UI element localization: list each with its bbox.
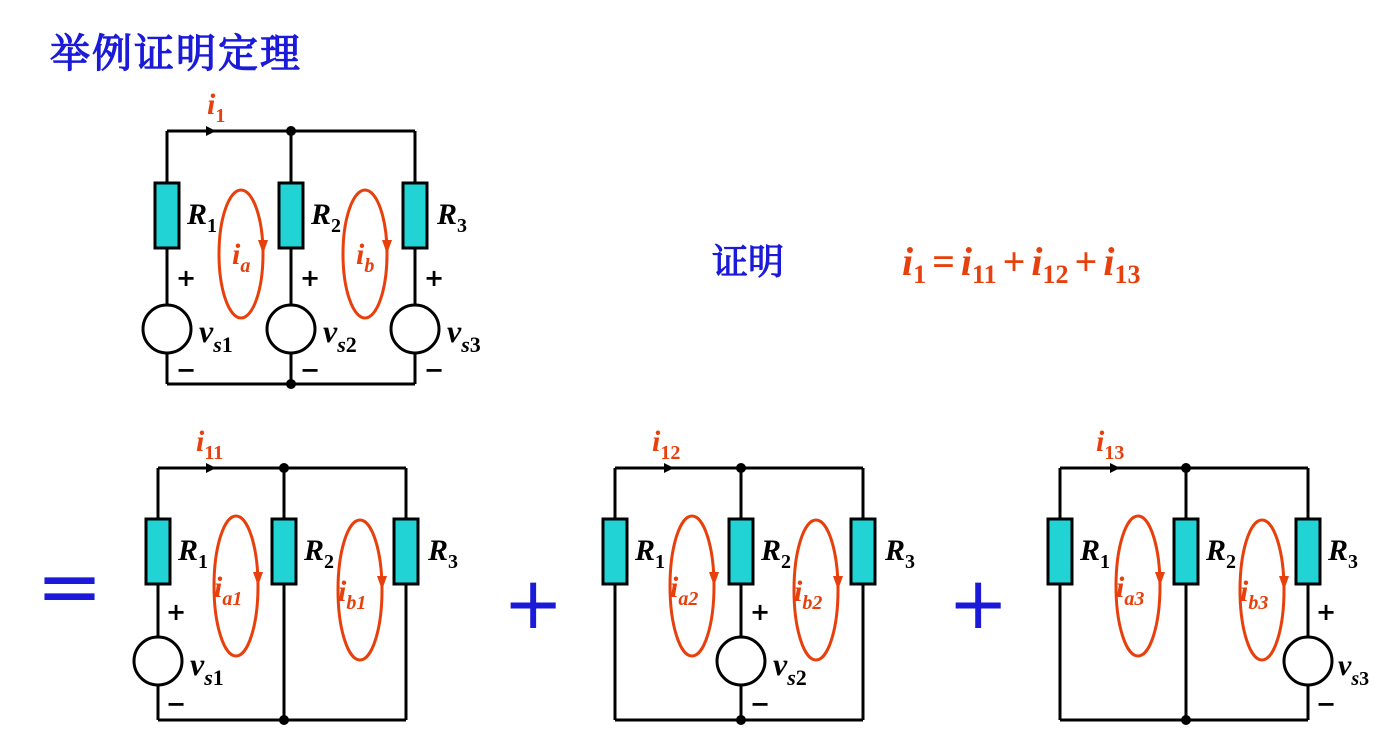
proof-label: 证明 [712,241,785,283]
current-arrow-icon [206,463,216,473]
source-label: $v_s3$ [447,313,481,357]
junction-node [1181,463,1191,473]
source-label: $v_s1$ [199,313,233,357]
mesh-current-label: $i_a$ [232,238,251,277]
page-title: 举例证明定理 [50,30,302,77]
mesh-current-label: $i_{b2}$ [794,575,823,614]
plus-sign: + [176,264,197,292]
resistor-r1 [603,519,627,584]
resistor-r3 [394,519,418,584]
junction-node [736,715,746,725]
mesh-loop-b [343,190,387,318]
resistor-label: $R_3$ [437,198,468,237]
loop-arrow-icon [377,576,387,590]
resistor-label: $R_2$ [761,534,792,573]
source-label: $v_s2$ [323,313,357,357]
mesh-current-label: $i_{b1}$ [338,575,367,614]
mesh-current-label: $i_{a1}$ [214,571,243,610]
plus-operator: + [503,561,564,645]
branch-current-label: $i_{13}$ [1096,425,1125,464]
resistor-r2 [729,519,753,584]
resistor-label: $R_1$ [187,198,218,237]
circuit-source2-only [603,425,915,725]
resistor-label: $R_1$ [1080,534,1111,573]
voltage-source-vs2 [267,305,315,353]
eq-equals: = [932,239,955,284]
circuit-source3-only [1048,425,1369,725]
minus-sign: − [176,356,197,384]
resistor-label: $R_3$ [428,534,459,573]
plus-sign: + [166,598,187,626]
eq-term1-sub: 11 [972,259,997,289]
plus-sign: + [750,598,771,626]
mesh-current-label: $i_{a3}$ [1116,571,1145,610]
resistor-r2 [279,183,303,248]
loop-arrow-icon [382,240,392,254]
minus-sign: − [750,690,771,718]
resistor-r3 [403,183,427,248]
resistor-r2 [1174,519,1198,584]
voltage-source-vs1 [134,637,182,685]
eq-term2-sub: 12 [1042,259,1069,289]
resistor-r1 [146,519,170,584]
minus-sign: − [300,356,321,384]
resistor-r2 [272,519,296,584]
eq-plus-1: + [1002,239,1026,284]
voltage-source-vs1 [143,305,191,353]
junction-node [736,463,746,473]
resistor-label: $R_1$ [178,534,209,573]
source-label: $v_s3$ [1338,649,1370,690]
plus-sign: + [1316,598,1337,626]
resistor-label: $R_2$ [304,534,335,573]
loop-arrow-icon [709,572,719,586]
resistor-label: $R_2$ [311,198,342,237]
branch-current-label: $i_{12}$ [652,425,681,464]
junction-node [286,126,296,136]
minus-sign: − [424,356,445,384]
branch-current-label: $i_{11}$ [196,425,224,464]
resistor-r1 [155,183,179,248]
junction-node [286,379,296,389]
source-label: $v_s2$ [773,646,807,690]
eq-term1-symbol: i [960,239,973,284]
resistor-r3 [851,519,875,584]
branch-current-label: $i_1$ [207,88,226,127]
mesh-current-label: $i_{b3}$ [1240,575,1269,614]
resistor-label: $R_1$ [635,534,666,573]
voltage-source-vs3 [1284,637,1332,685]
voltage-source-vs3 [391,305,439,353]
junction-node [279,463,289,473]
plus-sign: + [300,264,321,292]
mesh-current-label: $i_{a2}$ [670,571,699,610]
junction-node [279,715,289,725]
eq-term3-symbol: i [1103,239,1115,284]
eq-plus-2: + [1074,239,1098,284]
mesh-current-label: $i_b$ [356,238,375,277]
eq-lhs-sub: 1 [913,259,927,289]
mesh-loop-a [219,190,263,318]
loop-arrow-icon [1279,576,1289,590]
resistor-r3 [1296,519,1320,584]
minus-sign: − [1316,690,1337,718]
circuit-original [143,88,481,389]
loop-arrow-icon [1155,572,1165,586]
resistor-r1 [1048,519,1072,584]
loop-arrow-icon [258,240,268,254]
current-arrow-icon [206,126,216,136]
resistor-label: $R_3$ [885,534,916,573]
loop-arrow-icon [253,572,263,586]
eq-term3-sub: 13 [1114,259,1141,289]
eq-lhs-symbol: i [902,239,914,284]
current-arrow-icon [1110,463,1120,473]
junction-node [1181,715,1191,725]
loop-arrow-icon [833,576,843,590]
current-arrow-icon [664,463,674,473]
plus-operator: + [948,561,1009,645]
resistor-label: $R_3$ [1328,534,1359,573]
resistor-label: $R_2$ [1206,534,1237,573]
plus-sign: + [424,264,445,292]
minus-sign: − [166,690,187,718]
voltage-source-vs2 [717,637,765,685]
circuit-source1-only [134,425,458,725]
equals-operator: = [36,540,104,633]
source-label: $v_s1$ [190,646,224,690]
eq-term2-symbol: i [1031,239,1043,284]
